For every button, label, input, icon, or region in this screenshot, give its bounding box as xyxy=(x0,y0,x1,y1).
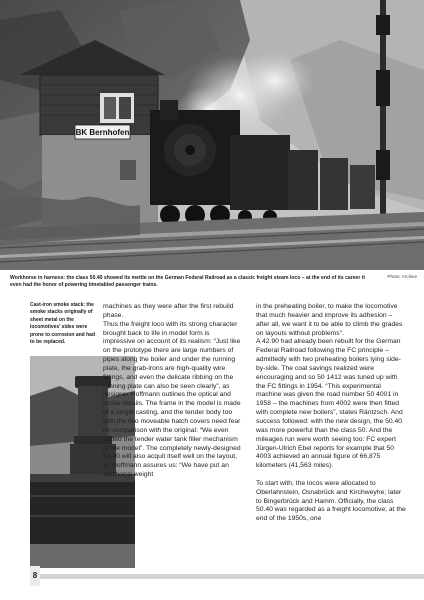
footer-rule xyxy=(40,574,424,579)
main-photo-drawing xyxy=(0,0,424,270)
paragraph: A 42.90 had already been rebuilt for the German Federal Railroad following the FC principle – admittedly with two preheating boilers lying side-by-side. The coal savings realized were encouraging and so 50 1412 was tuned up with the FC fittings in 1954. “This experimental machine was given the road number 50 4001 in 1958 – the machines from 4002 were then fitted with complete new boilers”, states Räntzsch. And success followed: with the new design, the 50.40 was more powerful than the class 50. And the mileages run were worth seeing too: FC expert Jürgen-Ulrich Ebel reports for example that 50 4003 achieved an annual figure of 66,875 kilometers (41,563 miles). xyxy=(256,338,403,470)
text-column-middle xyxy=(103,303,243,480)
main-photo xyxy=(0,0,424,270)
paragraph: To start with, the locos were allocated to Oberlahnstein, Osnabrück and Kirchweyhe; later to Bingerbrück and Hamm. Officially, the class 50.40 was regarded as a freight locomotive; at the end of the 1950s, one xyxy=(256,479,406,523)
paragraph: in the preheating boiler, to make the locomotive that much heavier and improve its adhesion – after all, we want it to be able to climb the grades on layouts without problems”. xyxy=(256,303,403,337)
paragraph: Thus the freight loco with its strong character brought back to life in model form is impressive on account of its realism: “Just like on the prototype there are large numbers of pipes along the boiler and under the running plate, the grab-irons are high-quality wire fittings, and even the delicate ribbing on the running plate can also be seen clearly”, as designer Hoffmann outlines the optical and tactile details. The frame in the model is made of a single casting, and the tender body too with the two moveable hatch covers need fear no comparison with the original: “We even added the tender water tank filler mechanism to the model”. The completely newly-designed 50 40 will also acquit itself well on the layout, as Hoffmann assures us: “We have put an additional weight xyxy=(103,320,241,479)
photo-credit: Photo: Archive xyxy=(387,274,417,279)
photo-caption: Workhorse in harness: the class 50.40 showed its mettle on the German Federal Railroad as a classic freight steam loco – at the end of its career it even had the honor of powering timetabled passenger trains. xyxy=(10,275,365,288)
text-column-right xyxy=(256,303,406,524)
inset-caption: Cast-iron smoke stack: the smoke stacks originally of sheet metal on the locomotives’ sides were prone to corrosion and had to be replaced. xyxy=(30,302,96,346)
paragraph: machines as they were after the first rebuild phase. xyxy=(103,303,234,319)
station-sign-text: BK Bernhofen xyxy=(75,128,130,137)
page-number: 8 xyxy=(30,566,40,586)
